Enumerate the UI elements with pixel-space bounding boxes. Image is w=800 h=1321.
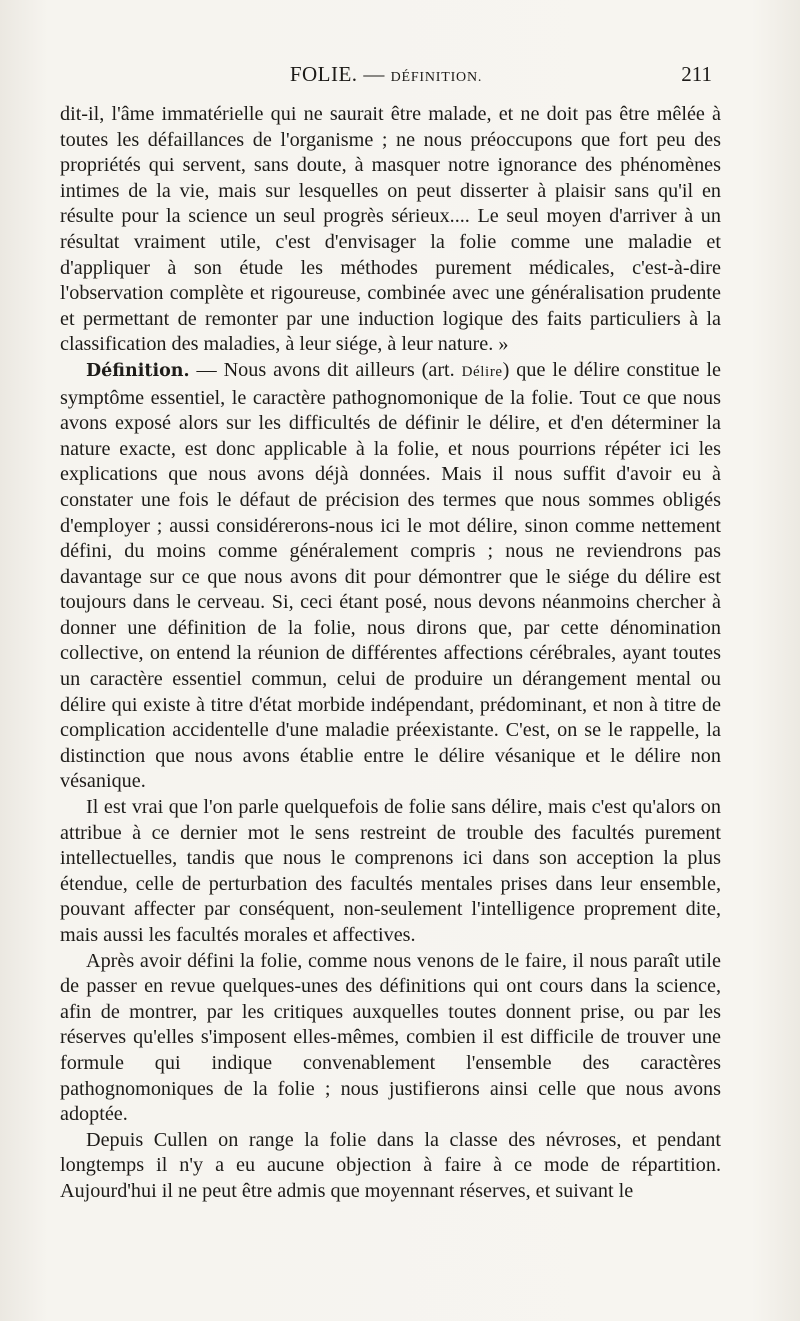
page-body — [60, 102, 721, 1205]
running-title — [60, 62, 712, 87]
page-number: 211 — [681, 62, 712, 86]
cross-reference-delire: Délire — [461, 363, 503, 380]
definition-heading: Définition. — [86, 360, 190, 381]
paragraph-definition — [60, 358, 721, 795]
running-title-separator: — — [363, 62, 385, 86]
running-header — [60, 62, 712, 92]
paragraph-review-definitions: Après avoir défini la folie, comme nous venons de le faire, il nous paraît utile de passer en revue quelques-unes des définitions qui ont cours dans la science, afin de montrer, par les critiques auxquelles toutes donnent prise, ou par les réserves qu'elles s'imposent elles-mêmes, combien il est difficile de trouver une formule qui indique convenablement l'ensemble des caractères pathognomoniques de la folie ; nous justifierons ainsi celle que nous avons adoptée. — [60, 949, 721, 1126]
definition-text-after: ) que le délire constitue le symptôme essentiel, le caractère pathognomonique de la folie. Tout ce que nous avons exposé alors sur les difficultés de définir le délire, et d'en déterminer la nature exacte, est donc applicable à la folie, et nous pourrions répéter ici les explications que nous avons déjà données. Mais il nous suffit d'avoir eu à constater une fois le défaut de précision des termes que nous sommes obligés d'employer ; aussi considérerons-nous ici le mot délire, sinon comme nettement défini, du moins comme généralement compris ; nous ne reviendrons pas davantage sur ce que nous avons dit pour démontrer que le siége du délire est toujours dans le cerveau. Si, ceci étant posé, nous devons néanmoins chercher à donner une définition de la folie, nous dirons que, par cette dénomination collective, on entend la réunion de différentes affections cérébrales, ayant toutes un caractère essentiel commun, celui de produire un dérangement mental ou délire qui existe à titre d'état morbide indépendant, prédominant, et non à titre de complication accidentelle d'une maladie préexistante. C'est, on se le rappelle, la distinction que nous avons établie entre le délire vésanique et le délire non vésanique. — [60, 358, 721, 793]
paragraph-cullen: Depuis Cullen on range la folie dans la classe des névroses, et pendant longtemps il n'y a eu aucune objection à faire à ce mode de répartition. Aujourd'hui il ne peut être admis que moyennant réserves, et suivant le — [60, 1128, 721, 1202]
running-title-section: DÉFINITION. — [390, 70, 483, 85]
paragraph-folie-sans-delire: Il est vrai que l'on parle quelquefois de folie sans délire, mais c'est qu'alors on attribue à ce dernier mot le sens restreint de trouble des facultés purement intellectuelles, tandis que nous le comprenons ici dans son acception la plus étendue, celle de perturbation des facultés mentales prises dans leur ensemble, pouvant affecter par conséquent, non-seulement l'intelligence proprement dite, mais aussi les facultés morales et affectives. — [60, 796, 721, 946]
definition-text-before: — Nous avons dit ailleurs (art. — [189, 358, 462, 381]
running-title-main: FOLIE. — [289, 62, 358, 86]
paragraph-quote-continuation: dit-il, l'âme immatérielle qui ne saurait être malade, et ne doit pas être mêlée à toutes les défaillances de l'organisme ; ne nous préoccupons que fort peu des propriétés qui servent, sans doute, à masquer notre ignorance des phénomènes intimes de la vie, mais sur lesquelles on peut disserter à plaisir sans qu'il en résulte pour la science un seul progrès sérieux.... Le seul moyen d'arriver à un résultat vraiment utile, c'est d'envisager la folie comme une maladie et d'appliquer à son étude les méthodes purement médicales, c'est-à-dire l'observation complète et rigoureuse, combinée avec une généralisation prudente et permettant de remonter par une induction logique des faits particuliers à la classification des maladies, à leur siége, à leur nature. » — [60, 103, 721, 356]
